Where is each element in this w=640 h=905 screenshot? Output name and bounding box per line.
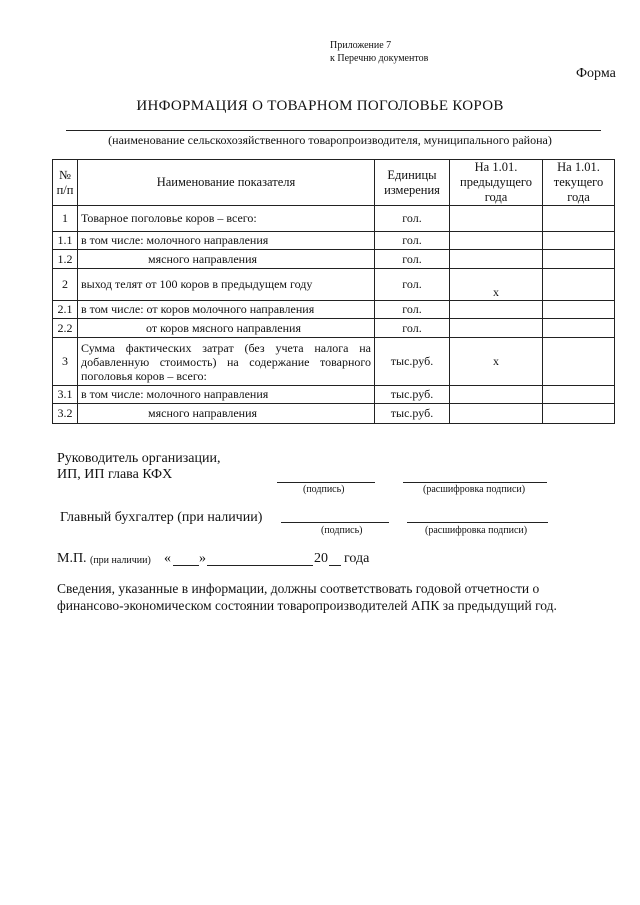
date-month-line [207,565,313,566]
appendix-line-2: к Перечню документов [330,53,429,64]
col-num-header: № п/п [53,160,78,206]
year-suffix-line [329,565,341,566]
head-label-line-2: ИП, ИП глава КФХ [57,467,173,482]
head-decode-line [403,482,547,483]
accountant-signature-line [281,522,389,523]
seal-label: М.П. [57,551,87,566]
table-row: 1 Товарное поголовье коров – всего: гол. [53,206,615,232]
table-row: 3 Сумма фактических затрат (без учета налога на добавленную стоимость) на содержание товарного поголовья коров – всего: тыс.руб. x [53,338,615,386]
head-label-line-1: Руководитель организации, [57,451,221,466]
accountant-signature-caption: (подпись) [321,525,363,536]
head-decode-caption: (расшифровка подписи) [423,484,526,495]
year-prefix: 20 [314,551,328,566]
cow-stock-table [52,159,615,424]
date-close-quote: » [199,551,206,566]
col-curr-header: На 1.01. текущего года [543,160,615,206]
col-prev-header: На 1.01. предыдущего года [450,160,543,206]
date-open-quote: « [164,551,171,566]
table-row: 3.2 мясного направления тыс.руб. [53,404,615,424]
table-row: 2 выход телят от 100 коров в предыдущем году гол. x [53,269,615,301]
page-subtitle: (наименование сельскохозяйственного товаропроизводителя, муниципального района) [108,133,552,147]
head-signature-caption: (подпись) [303,484,345,495]
date-day-line [173,565,199,566]
table-row: 1.2 мясного направления гол. [53,250,615,269]
seal-note: (при наличии) [90,555,151,566]
table-row: 3.1 в том числе: молочного направления тыс.руб. [53,386,615,404]
form-label: Форма [576,66,616,81]
accountant-decode-line [407,522,548,523]
table-header-row [53,160,615,206]
table-row: 2.1 в том числе: от коров молочного направления гол. [53,301,615,319]
compliance-note: Сведения, указанные в информации, должны соответствовать годовой отчетности о финансово-экономическом состоянии товаропроизводителей АПК за предыдущий год. [57,581,557,613]
appendix-line-1: Приложение 7 [330,40,392,51]
col-name-header: Наименование показателя [78,160,375,206]
accountant-label: Главный бухгалтер (при наличии) [60,510,263,525]
head-signature-line [277,482,375,483]
page-title: ИНФОРМАЦИЯ О ТОВАРНОМ ПОГОЛОВЬЕ КОРОВ [136,98,504,114]
accountant-decode-caption: (расшифровка подписи) [425,525,528,536]
table-row: 1.1 в том числе: молочного направления гол. [53,232,615,250]
col-unit-header: Единицы измерения [375,160,450,206]
table-row: 2.2 от коров мясного направления гол. [53,319,615,338]
producer-name-line [66,130,601,131]
year-word: года [344,551,370,566]
